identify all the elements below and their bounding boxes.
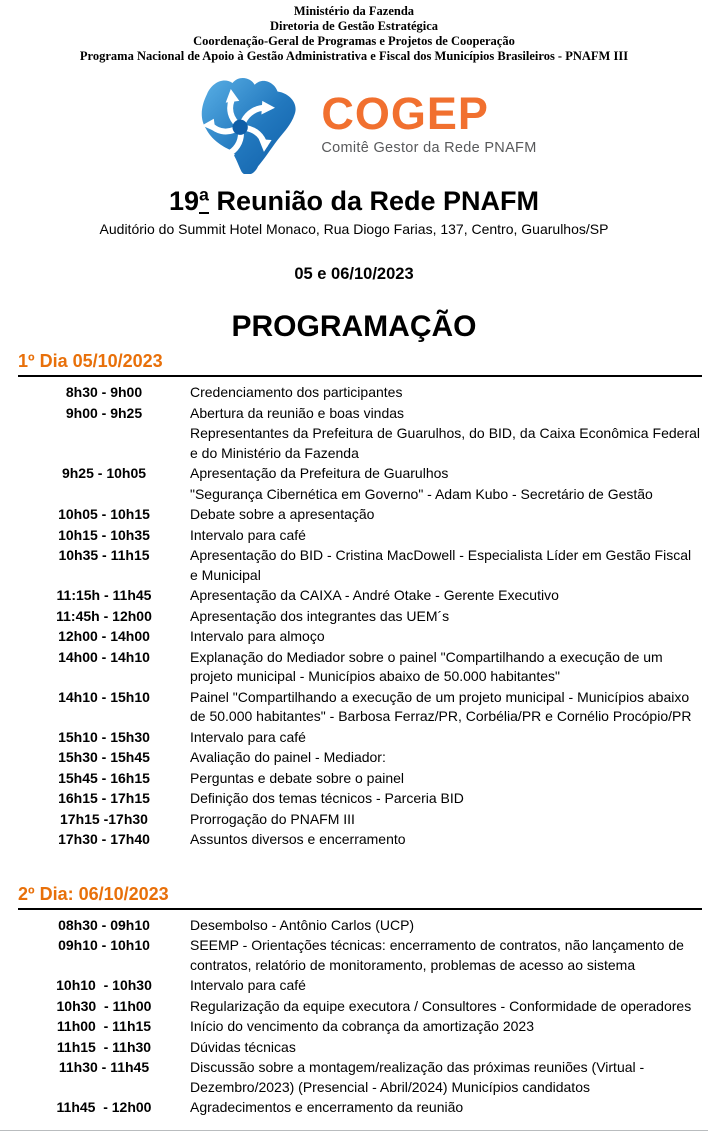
day2-table xyxy=(18,916,702,1118)
description-cell: Discussão sobre a montagem/realização das próximas reuniões (Virtual - Dezembro/2023) (Presencial - Abril/2024) Municípios candidatos xyxy=(190,1059,645,1095)
time-cell: 14h00 - 14h10 xyxy=(58,648,150,665)
schedule-row xyxy=(18,830,702,850)
gov-header-line: Ministério da Fazenda xyxy=(293,4,415,18)
time-cell: 17h15 -17h30 xyxy=(60,810,148,827)
schedule-row xyxy=(18,404,702,424)
schedule-row xyxy=(18,607,702,627)
time-cell: 10h35 - 11h15 xyxy=(58,547,150,564)
meeting-title xyxy=(0,186,708,217)
event-dates: 05 e 06/10/2023 xyxy=(294,265,414,284)
schedule-row xyxy=(18,383,702,403)
time-cell: 17h30 - 17h40 xyxy=(58,831,150,848)
schedule-row xyxy=(18,1098,702,1118)
schedule-row xyxy=(18,1017,702,1037)
description-cell: Definição dos temas técnicos - Parceria BID xyxy=(190,790,464,807)
time-cell: 11h15 - 11h30 xyxy=(56,1038,152,1055)
description-cell: Explanação do Mediador sobre o painel "Compartilhando a execução de um projeto municipal - Municípios abaixo de 50.000 habitantes" xyxy=(190,648,663,685)
description-cell: Intervalo para café xyxy=(190,526,306,543)
schedule-row xyxy=(18,526,702,546)
schedule-row xyxy=(18,997,702,1017)
time-cell: 11h30 - 11h45 xyxy=(58,1059,150,1076)
description-cell: Desembolso - Antônio Carlos (UCP) xyxy=(190,916,415,933)
schedule-row xyxy=(18,769,702,789)
meeting-title-ordinal: ª xyxy=(199,186,209,216)
description-cell: Regularização da equipe executora / Consultores - Conformidade de operadores xyxy=(190,997,692,1014)
schedule-row xyxy=(18,546,702,585)
gov-header xyxy=(0,4,708,64)
schedule-row xyxy=(18,505,702,525)
cogep-logo-text xyxy=(321,87,537,156)
day1-table xyxy=(18,383,702,850)
day2-heading: 2º Dia: 06/10/2023 xyxy=(18,883,169,904)
meeting-title-number: 19 xyxy=(168,186,199,216)
description-cell: "Segurança Cibernética em Governo" - Adam Kubo - Secretário de Gestão xyxy=(190,485,653,502)
schedule-row xyxy=(18,424,702,463)
time-cell: 15h10 - 15h30 xyxy=(58,728,150,745)
gov-header-line: Coordenação-Geral de Programas e Projetos de Cooperação xyxy=(193,34,515,48)
gov-header-line: Diretoria de Gestão Estratégica xyxy=(269,19,439,33)
description-cell: Avaliação do painel - Mediador: xyxy=(190,749,386,766)
time-cell: 11h45 - 12h00 xyxy=(56,1099,152,1116)
time-cell: 9h00 - 9h25 xyxy=(65,404,143,421)
time-cell: 08h30 - 09h10 xyxy=(58,916,150,933)
bottom-hairline xyxy=(0,1130,708,1131)
schedule-row xyxy=(18,464,702,484)
schedule-row xyxy=(18,810,702,830)
time-cell: 8h30 - 9h00 xyxy=(65,384,143,401)
time-cell: 11h00 - 11h15 xyxy=(56,1018,152,1035)
time-cell: 9h25 - 10h05 xyxy=(61,465,147,482)
day2-section xyxy=(0,883,708,1118)
description-cell: Início do vencimento da cobrança da amortização 2023 xyxy=(190,1018,534,1035)
schedule-row xyxy=(18,627,702,647)
time-cell: 16h15 - 17h15 xyxy=(58,790,150,807)
time-cell: 11:45h - 12h00 xyxy=(56,607,152,624)
schedule-row xyxy=(18,748,702,768)
day1-heading: 1º Dia 05/10/2023 xyxy=(18,351,163,372)
time-cell: 10h30 - 11h00 xyxy=(56,997,152,1014)
description-cell: Apresentação do BID - Cristina MacDowell - Especialista Líder em Gestão Fiscal e Municipal xyxy=(190,547,692,583)
description-cell: Intervalo para café xyxy=(190,728,306,745)
schedule-row xyxy=(18,789,702,809)
description-cell: Intervalo para café xyxy=(190,977,306,994)
program-heading: PROGRAMAÇÃO xyxy=(231,310,477,344)
brazil-map-icon xyxy=(171,72,311,174)
cogep-subtitle: Comitê Gestor da Rede PNAFM xyxy=(321,139,537,156)
schedule-row xyxy=(18,586,702,606)
time-cell: 15h30 - 15h45 xyxy=(58,749,150,766)
time-cell: 15h45 - 16h15 xyxy=(58,769,150,786)
schedule-row xyxy=(18,1058,702,1097)
description-cell: Credenciamento dos participantes xyxy=(190,384,403,401)
description-cell: Apresentação dos integrantes das UEM´s xyxy=(190,607,450,624)
time-cell: 11:15h - 11h45 xyxy=(56,587,152,604)
description-cell: Assuntos diversos e encerramento xyxy=(190,831,406,848)
time-cell: 10h10 - 10h30 xyxy=(56,977,152,994)
meeting-title-text: Reunião da Rede PNAFM xyxy=(209,186,540,216)
schedule-row xyxy=(18,688,702,727)
description-cell: Perguntas e debate sobre o painel xyxy=(190,769,405,786)
venue-line: Auditório do Summit Hotel Monaco, Rua Diogo Farias, 137, Centro, Guarulhos/SP xyxy=(99,221,609,238)
time-cell: 10h15 - 10h35 xyxy=(58,526,150,543)
schedule-row xyxy=(18,648,702,687)
day2-rule xyxy=(18,908,702,910)
time-cell: 09h10 - 10h10 xyxy=(58,937,150,954)
schedule-row xyxy=(18,728,702,748)
time-cell: 14h10 - 15h10 xyxy=(58,688,150,705)
time-cell: 10h05 - 10h15 xyxy=(58,506,150,523)
schedule-row xyxy=(18,1038,702,1058)
gov-header-line: Programa Nacional de Apoio à Gestão Administrativa e Fiscal dos Municípios Brasileiros - PNAFM III xyxy=(79,49,629,63)
day1-section xyxy=(0,350,708,850)
description-cell: Intervalo para almoço xyxy=(190,628,325,645)
schedule-row xyxy=(18,976,702,996)
description-cell: Apresentação da CAIXA - André Otake - Gerente Executivo xyxy=(190,587,559,604)
description-cell: Abertura da reunião e boas vindas xyxy=(190,404,405,421)
description-cell: Debate sobre a apresentação xyxy=(190,506,375,523)
description-cell: Painel "Compartilhando a execução de um projeto municipal - Municípios abaixo de 50.000 habitantes" - Barbosa Ferraz/PR, Corbélia/PR e Cornélio Procópio/PR xyxy=(190,688,692,725)
day1-rule xyxy=(18,375,702,377)
cogep-wordmark: COGEP xyxy=(321,87,489,139)
schedule-row xyxy=(18,916,702,936)
description-cell: Prorrogação do PNAFM III xyxy=(190,810,355,827)
description-cell: Representantes da Prefeitura de Guarulhos, do BID, da Caixa Econômica Federal e do Ministério da Fazenda xyxy=(190,425,700,461)
schedule-row xyxy=(18,485,702,505)
schedule-row xyxy=(18,936,702,975)
description-cell: SEEMP - Orientações técnicas: encerramento de contratos, não lançamento de contratos, relatório de monitoramento, problemas de acesso ao sistema xyxy=(190,937,684,973)
cogep-logo xyxy=(0,72,708,174)
description-cell: Apresentação da Prefeitura de Guarulhos xyxy=(190,465,449,482)
description-cell: Dúvidas técnicas xyxy=(190,1038,296,1055)
description-cell: Agradecimentos e encerramento da reunião xyxy=(190,1099,464,1116)
time-cell: 12h00 - 14h00 xyxy=(58,628,150,645)
